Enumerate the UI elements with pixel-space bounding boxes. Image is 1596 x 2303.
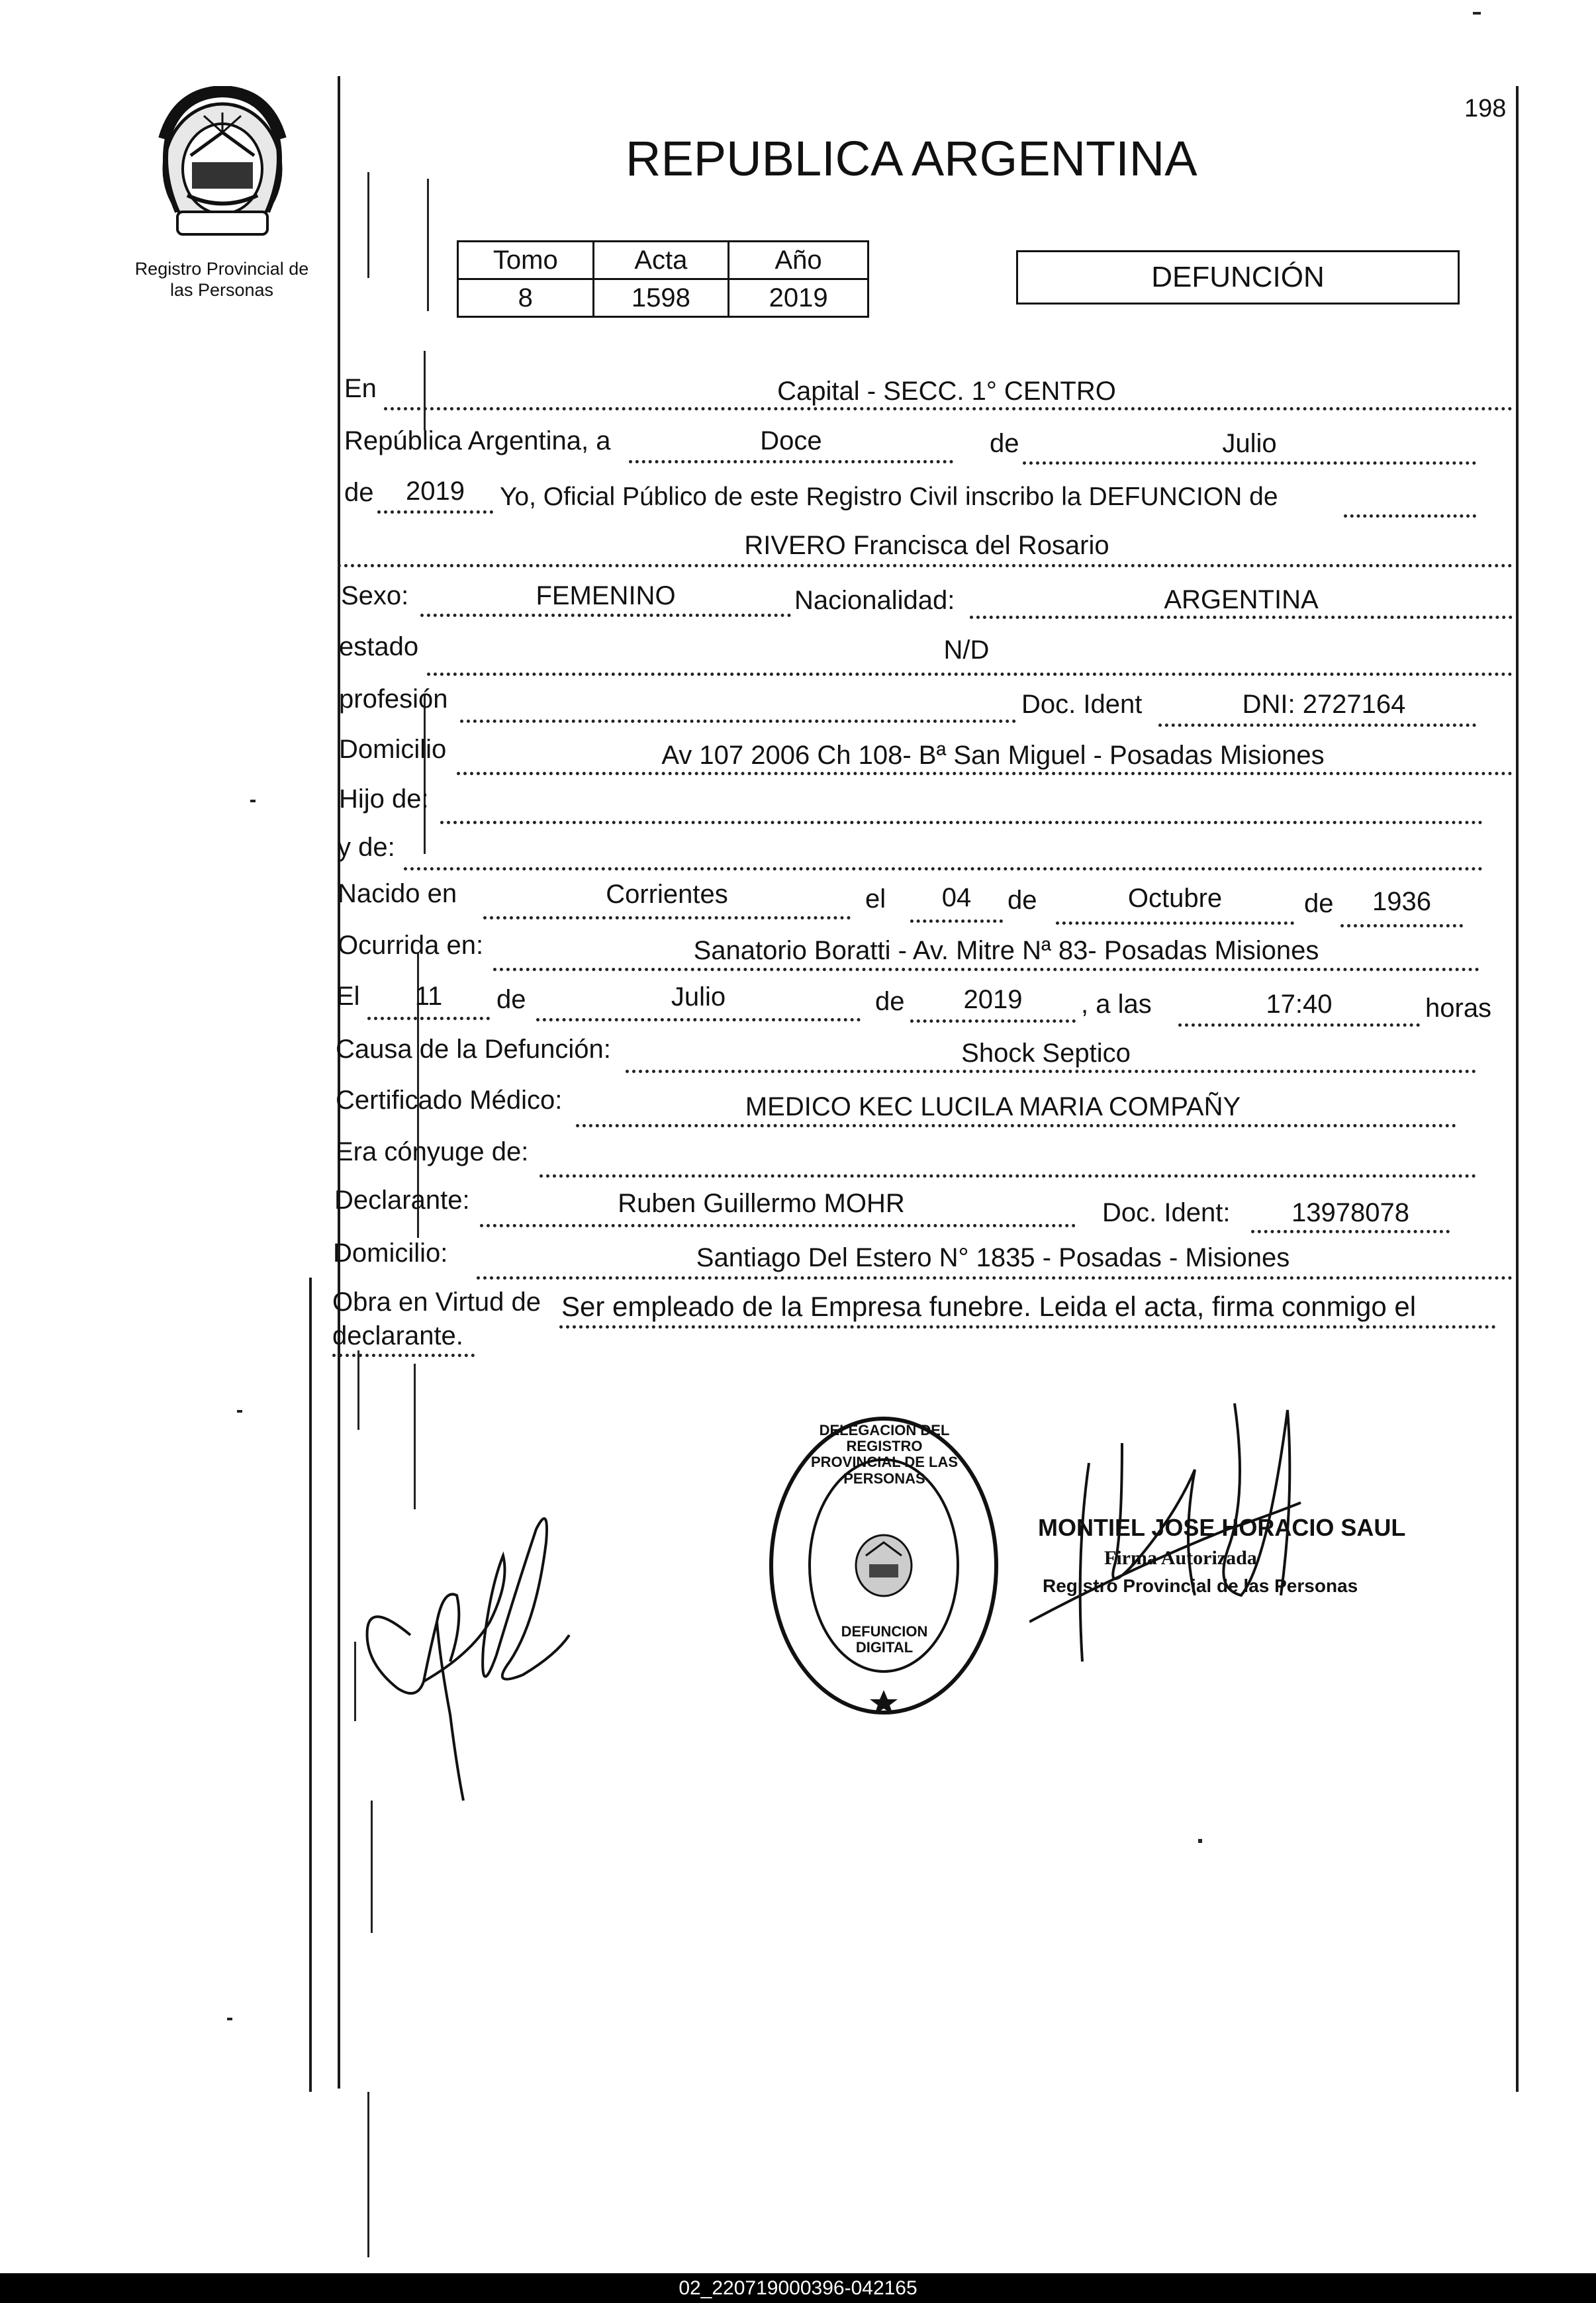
dotted-line	[377, 510, 493, 514]
causa-value: Shock Septico	[961, 1039, 1131, 1068]
deceased-name: RIVERO Francisca del Rosario	[744, 531, 1109, 560]
domicilio-value: Av 107 2006 Ch 108- Bª San Miguel - Posadas Misiones	[661, 741, 1325, 770]
nacido-label: Nacido en	[338, 879, 457, 908]
dotted-line	[483, 916, 851, 919]
muerte-anio-value: 2019	[963, 985, 1023, 1014]
year-value: 2019	[406, 477, 465, 506]
day-word-value: Doce	[760, 426, 822, 455]
right-margin-rule	[1516, 86, 1519, 2092]
scan-speck	[1198, 1839, 1202, 1843]
document-type-box	[1016, 250, 1460, 305]
nacionalidad-value: ARGENTINA	[1164, 585, 1319, 614]
scan-line	[424, 695, 426, 854]
scan-line	[357, 1350, 359, 1430]
declarante-domicilio-value: Santiago Del Estero N° 1835 - Posadas - Misiones	[696, 1243, 1290, 1272]
dotted-line	[629, 460, 953, 463]
obra-text: Ser empleado de la Empresa funebre. Leida el acta, firma conmigo el	[561, 1291, 1417, 1322]
doc-ident-value: DNI: 2727164	[1242, 690, 1406, 719]
dotted-line	[1344, 514, 1476, 518]
scan-line	[367, 172, 369, 278]
el-cap-label: El	[336, 982, 360, 1011]
dotted-line	[626, 1070, 1476, 1073]
dotted-line	[1023, 461, 1476, 465]
nacido-dia-value: 04	[941, 883, 972, 912]
scan-speck	[237, 1410, 242, 1413]
certificado-label: Certificado Médico:	[336, 1086, 563, 1115]
official-title: Firma Autorizada	[1104, 1547, 1257, 1569]
country-title: REPUBLICA ARGENTINA	[626, 131, 1197, 186]
de-label: de	[344, 478, 374, 507]
scan-line	[414, 1364, 416, 1509]
province-emblem	[151, 86, 293, 242]
reference-table	[457, 240, 869, 318]
sexo-label: Sexo:	[341, 581, 409, 610]
el-label: el	[865, 884, 886, 914]
nacido-anio-value: 1936	[1372, 887, 1431, 916]
domicilio-label: Domicilio	[339, 735, 447, 764]
document-type: DEFUNCIÓN	[1151, 261, 1325, 293]
page-number: 198	[1464, 95, 1507, 122]
dotted-line	[540, 1174, 1476, 1178]
ref-header-tomo: Tomo	[458, 242, 594, 279]
muerte-mes-value: Julio	[671, 982, 726, 1011]
nacido-mes-value: Octubre	[1127, 884, 1223, 913]
ref-value-anio: 2019	[729, 279, 868, 317]
ocurrida-lugar-value: Sanatorio Boratti - Av. Mitre Nª 83- Posadas Misiones	[693, 936, 1319, 965]
ref-header-acta: Acta	[593, 242, 729, 279]
left-margin-rule-lower	[309, 1278, 312, 2092]
dotted-line	[420, 614, 791, 617]
scan-speck	[250, 800, 256, 802]
official-name: MONTIEL JOSE HORACIO SAUL	[1038, 1514, 1406, 1541]
seal-outer-text: DELEGACION DEL REGISTRO PROVINCIAL DE LAS PERSONAS	[810, 1422, 959, 1487]
de-label: de	[990, 429, 1019, 458]
scan-line	[371, 1801, 373, 1933]
de-label: de	[1008, 886, 1037, 915]
declarante-value: Ruben Guillermo MOHR	[618, 1189, 905, 1218]
seal-inner-text: DEFUNCION DIGITAL	[841, 1623, 928, 1656]
y-de-label: y de:	[338, 833, 395, 862]
official-org: Registro Provincial de las Personas	[1043, 1575, 1358, 1596]
scan-line	[427, 179, 429, 311]
nacionalidad-label: Nacionalidad:	[794, 586, 955, 615]
obra-label: Obra en Virtud de	[332, 1288, 541, 1317]
registry-seal	[767, 1413, 1002, 1718]
a-las-label: , a las	[1081, 990, 1152, 1019]
republica-label: República Argentina, a	[344, 426, 611, 455]
de-label: de	[1304, 889, 1334, 918]
domicilio-label-2: Domicilio:	[333, 1239, 448, 1268]
de-label: de	[496, 985, 526, 1014]
scan-line	[424, 351, 426, 430]
dotted-line	[440, 821, 1483, 824]
dotted-line	[457, 772, 1513, 775]
officer-statement: Yo, Oficial Público de este Registro Civil inscribo la DEFUNCION de	[500, 483, 1278, 511]
dotted-line	[477, 1276, 1513, 1280]
dotted-line	[460, 720, 1016, 723]
estado-value: N/D	[943, 635, 990, 665]
dotted-line	[493, 968, 1479, 971]
dotted-line	[1178, 1023, 1420, 1027]
en-label: En	[344, 374, 377, 403]
de-label: de	[875, 987, 905, 1016]
nacido-lugar-value: Corrientes	[606, 880, 728, 909]
scan-speck	[1473, 12, 1481, 15]
ref-header-anio: Año	[729, 242, 868, 279]
dotted-line	[332, 1354, 475, 1357]
scan-line	[367, 2092, 369, 2257]
dotted-line	[536, 1018, 861, 1021]
dotted-line	[910, 919, 1003, 923]
scan-speck	[227, 2018, 232, 2020]
declarante-signature	[357, 1489, 583, 1807]
doc-ident-label: Doc. Ident	[1021, 690, 1143, 719]
horas-label: horas	[1425, 994, 1492, 1023]
dotted-line	[404, 867, 1483, 870]
hijo-label: Hijo de:	[339, 784, 429, 814]
profesion-label: profesión	[339, 684, 448, 714]
estado-label: estado	[339, 632, 419, 661]
dotted-line	[1158, 724, 1476, 727]
dotted-line	[1340, 924, 1463, 927]
month-value: Julio	[1222, 429, 1277, 458]
declarante-doc-value: 13978078	[1291, 1198, 1409, 1227]
dotted-line	[384, 407, 1513, 410]
place-value: Capital - SECC. 1° CENTRO	[777, 377, 1116, 406]
dotted-line	[576, 1124, 1456, 1127]
dotted-line	[427, 673, 1513, 676]
dotted-line	[970, 616, 1513, 619]
dotted-line	[367, 1017, 490, 1020]
registry-name: Registro Provincial de las Personas	[134, 259, 309, 301]
conyuge-label: Era cónyuge de:	[336, 1137, 529, 1166]
footer-bar	[0, 2273, 1596, 2303]
dotted-line	[1056, 921, 1294, 925]
sexo-value: FEMENINO	[536, 581, 676, 610]
scan-line	[354, 1642, 356, 1721]
left-margin-rule	[338, 76, 340, 2089]
dotted-line	[480, 1224, 1076, 1227]
ref-value-acta: 1598	[593, 279, 729, 317]
causa-label: Causa de la Defunción:	[336, 1035, 611, 1064]
obra-end: declarante.	[332, 1321, 463, 1350]
dotted-line	[910, 1019, 1076, 1023]
ocurrida-label: Ocurrida en:	[338, 931, 484, 960]
declarante-label: Declarante:	[334, 1186, 470, 1215]
certificado-value: MEDICO KEC LUCILA MARIA COMPAÑY	[745, 1092, 1241, 1121]
hora-value: 17:40	[1266, 990, 1333, 1019]
dotted-line	[1251, 1230, 1450, 1233]
dotted-line	[559, 1325, 1496, 1329]
footer-code: 02_220719000396-042165	[679, 2277, 917, 2299]
doc-ident-label-2: Doc. Ident:	[1102, 1198, 1231, 1227]
ref-value-tomo: 8	[458, 279, 594, 317]
muerte-dia-value: 11	[414, 982, 443, 1011]
dotted-line	[338, 564, 1513, 567]
